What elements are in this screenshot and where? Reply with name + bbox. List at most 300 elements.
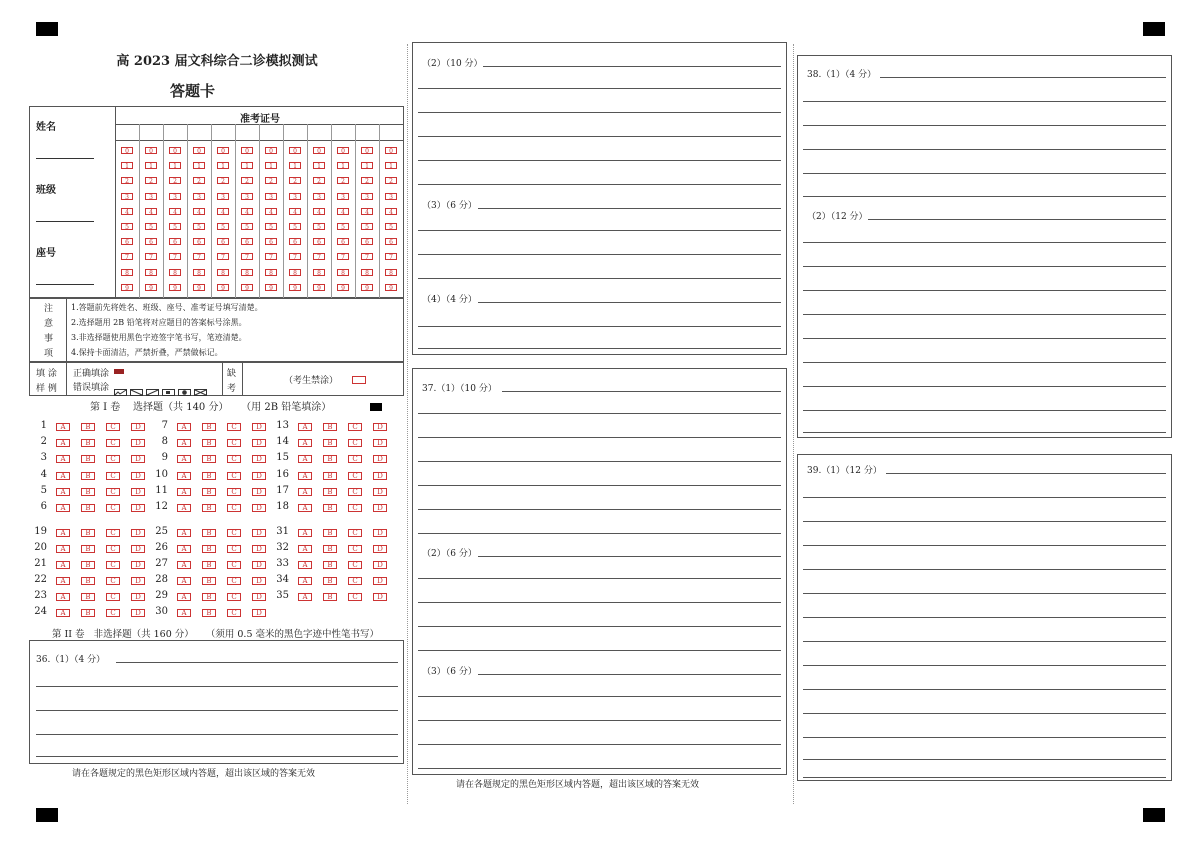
exam-id-digit-bubble[interactable]: 0 (121, 147, 133, 154)
answer-option-d[interactable]: D (373, 545, 387, 553)
answer-option-a[interactable]: A (298, 577, 312, 585)
exam-id-digit-bubble[interactable]: 3 (313, 193, 325, 200)
exam-id-digit-bubble[interactable]: 1 (241, 162, 253, 169)
exam-id-digit-bubble[interactable]: 1 (145, 162, 157, 169)
exam-id-digit-bubble[interactable]: 3 (193, 193, 205, 200)
exam-id-digit-bubble[interactable]: 0 (241, 147, 253, 154)
exam-id-digit-bubble[interactable]: 5 (169, 223, 181, 230)
answer-option-b[interactable]: B (81, 423, 95, 431)
answer-option-d[interactable]: D (373, 423, 387, 431)
exam-id-digit-bubble[interactable]: 6 (265, 238, 277, 245)
answer-option-c[interactable]: C (227, 561, 241, 569)
seat-field[interactable] (36, 284, 94, 285)
answer-option-b[interactable]: B (323, 577, 337, 585)
exam-id-digit-bubble[interactable]: 6 (217, 238, 229, 245)
answer-line[interactable] (803, 777, 1166, 778)
answer-option-d[interactable]: D (373, 472, 387, 480)
exam-id-digit-bubble[interactable]: 7 (289, 253, 301, 260)
exam-id-digit-bubble[interactable]: 6 (313, 238, 325, 245)
exam-id-digit-bubble[interactable]: 7 (145, 253, 157, 260)
answer-option-a[interactable]: A (298, 561, 312, 569)
answer-option-a[interactable]: A (56, 577, 70, 585)
exam-id-digit-bubble[interactable]: 8 (121, 269, 133, 276)
exam-id-digit-bubble[interactable]: 4 (145, 208, 157, 215)
exam-id-digit-bubble[interactable]: 9 (145, 284, 157, 291)
answer-option-b[interactable]: B (202, 529, 216, 537)
answer-option-c[interactable]: C (348, 561, 362, 569)
q36-part4-first-line[interactable] (478, 302, 781, 303)
answer-option-a[interactable]: A (298, 439, 312, 447)
exam-id-digit-bubble[interactable]: 5 (241, 223, 253, 230)
answer-option-a[interactable]: A (177, 504, 191, 512)
exam-id-digit-bubble[interactable]: 4 (337, 208, 349, 215)
exam-id-digit-bubble[interactable]: 1 (169, 162, 181, 169)
answer-option-b[interactable]: B (81, 488, 95, 496)
answer-option-a[interactable]: A (298, 423, 312, 431)
exam-id-digit-bubble[interactable]: 8 (289, 269, 301, 276)
exam-id-digit-bubble[interactable]: 8 (313, 269, 325, 276)
answer-option-b[interactable]: B (81, 609, 95, 617)
answer-option-d[interactable]: D (252, 529, 266, 537)
answer-line[interactable] (418, 744, 781, 745)
answer-option-a[interactable]: A (56, 529, 70, 537)
answer-option-b[interactable]: B (323, 439, 337, 447)
exam-id-digit-bubble[interactable]: 9 (289, 284, 301, 291)
exam-id-digit-bubble[interactable]: 5 (361, 223, 373, 230)
exam-id-digit-bubble[interactable]: 4 (385, 208, 397, 215)
answer-option-c[interactable]: C (106, 488, 120, 496)
answer-option-a[interactable]: A (298, 545, 312, 553)
answer-line[interactable] (803, 149, 1166, 150)
answer-option-c[interactable]: C (106, 423, 120, 431)
answer-option-c[interactable]: C (106, 529, 120, 537)
q38-part2-first-line[interactable] (868, 219, 1166, 220)
answer-option-b[interactable]: B (323, 593, 337, 601)
answer-option-a[interactable]: A (298, 593, 312, 601)
answer-option-d[interactable]: D (131, 593, 145, 601)
answer-line[interactable] (803, 759, 1166, 760)
exam-id-digit-bubble[interactable]: 1 (193, 162, 205, 169)
answer-option-c[interactable]: C (348, 472, 362, 480)
answer-line[interactable] (803, 196, 1166, 197)
answer-option-c[interactable]: C (106, 561, 120, 569)
exam-id-digit-bubble[interactable]: 3 (121, 193, 133, 200)
answer-line[interactable] (803, 290, 1166, 291)
exam-id-digit-bubble[interactable]: 6 (169, 238, 181, 245)
answer-option-d[interactable]: D (373, 561, 387, 569)
exam-id-digit-bubble[interactable]: 7 (121, 253, 133, 260)
answer-option-d[interactable]: D (373, 593, 387, 601)
exam-id-digit-bubble[interactable]: 7 (337, 253, 349, 260)
answer-line[interactable] (803, 569, 1166, 570)
answer-line[interactable] (418, 650, 781, 651)
exam-id-digit-bubble[interactable]: 7 (265, 253, 277, 260)
answer-option-b[interactable]: B (202, 545, 216, 553)
answer-line[interactable] (418, 230, 781, 231)
answer-option-b[interactable]: B (202, 423, 216, 431)
exam-id-digit-bubble[interactable]: 3 (385, 193, 397, 200)
answer-option-b[interactable]: B (202, 439, 216, 447)
name-field[interactable] (36, 158, 94, 159)
exam-id-digit-bubble[interactable]: 9 (265, 284, 277, 291)
exam-id-digit-bubble[interactable]: 8 (265, 269, 277, 276)
answer-option-c[interactable]: C (227, 439, 241, 447)
answer-line[interactable] (418, 348, 781, 349)
answer-option-b[interactable]: B (81, 504, 95, 512)
answer-option-c[interactable]: C (227, 545, 241, 553)
answer-option-a[interactable]: A (177, 455, 191, 463)
exam-id-digit-bubble[interactable]: 0 (217, 147, 229, 154)
exam-id-digit-bubble[interactable]: 3 (169, 193, 181, 200)
exam-id-digit-bubble[interactable]: 6 (145, 238, 157, 245)
answer-option-d[interactable]: D (252, 455, 266, 463)
answer-option-a[interactable]: A (56, 593, 70, 601)
answer-option-a[interactable]: A (177, 577, 191, 585)
answer-line[interactable] (803, 593, 1166, 594)
exam-id-digit-bubble[interactable]: 0 (313, 147, 325, 154)
answer-option-c[interactable]: C (106, 577, 120, 585)
answer-option-a[interactable]: A (298, 504, 312, 512)
answer-line[interactable] (803, 545, 1166, 546)
answer-line[interactable] (418, 509, 781, 510)
exam-id-digit-bubble[interactable]: 9 (217, 284, 229, 291)
answer-option-a[interactable]: A (56, 472, 70, 480)
answer-option-a[interactable]: A (56, 488, 70, 496)
exam-id-digit-bubble[interactable]: 0 (361, 147, 373, 154)
exam-id-digit-bubble[interactable]: 2 (217, 177, 229, 184)
answer-line[interactable] (803, 314, 1166, 315)
answer-option-c[interactable]: C (348, 577, 362, 585)
answer-option-b[interactable]: B (81, 529, 95, 537)
answer-line[interactable] (803, 101, 1166, 102)
exam-id-digit-bubble[interactable]: 7 (313, 253, 325, 260)
exam-id-digit-bubble[interactable]: 1 (265, 162, 277, 169)
exam-id-digit-bubble[interactable]: 5 (217, 223, 229, 230)
exam-id-digit-bubble[interactable]: 7 (361, 253, 373, 260)
answer-line[interactable] (418, 88, 781, 89)
answer-line[interactable] (803, 641, 1166, 642)
answer-line[interactable] (803, 173, 1166, 174)
answer-option-b[interactable]: B (323, 423, 337, 431)
exam-id-digit-bubble[interactable]: 3 (217, 193, 229, 200)
q37-part1-first-line[interactable] (502, 391, 781, 392)
exam-id-digit-bubble[interactable]: 2 (385, 177, 397, 184)
answer-option-c[interactable]: C (227, 472, 241, 480)
answer-option-a[interactable]: A (298, 455, 312, 463)
answer-option-b[interactable]: B (81, 472, 95, 480)
exam-id-digit-bubble[interactable]: 9 (385, 284, 397, 291)
answer-option-a[interactable]: A (298, 488, 312, 496)
answer-option-b[interactable]: B (202, 593, 216, 601)
exam-id-digit-bubble[interactable]: 1 (289, 162, 301, 169)
answer-line[interactable] (418, 112, 781, 113)
answer-option-c[interactable]: C (348, 488, 362, 496)
exam-id-digit-bubble[interactable]: 0 (193, 147, 205, 154)
exam-id-digit-bubble[interactable]: 7 (193, 253, 205, 260)
answer-line[interactable] (803, 242, 1166, 243)
answer-line[interactable] (803, 266, 1166, 267)
answer-option-b[interactable]: B (81, 455, 95, 463)
answer-option-c[interactable]: C (106, 439, 120, 447)
exam-id-digit-bubble[interactable]: 8 (385, 269, 397, 276)
exam-id-digit-bubble[interactable]: 2 (193, 177, 205, 184)
answer-option-b[interactable]: B (202, 577, 216, 585)
answer-option-c[interactable]: C (106, 455, 120, 463)
answer-line[interactable] (803, 665, 1166, 666)
answer-option-a[interactable]: A (177, 488, 191, 496)
answer-option-c[interactable]: C (227, 529, 241, 537)
answer-line[interactable] (803, 617, 1166, 618)
exam-id-digit-bubble[interactable]: 4 (217, 208, 229, 215)
answer-option-d[interactable]: D (131, 439, 145, 447)
answer-option-d[interactable]: D (131, 529, 145, 537)
answer-option-c[interactable]: C (227, 423, 241, 431)
answer-option-d[interactable]: D (373, 439, 387, 447)
answer-option-b[interactable]: B (81, 593, 95, 601)
answer-option-d[interactable]: D (131, 504, 145, 512)
exam-id-digit-bubble[interactable]: 2 (145, 177, 157, 184)
answer-option-b[interactable]: B (202, 561, 216, 569)
exam-id-digit-bubble[interactable]: 2 (121, 177, 133, 184)
answer-option-b[interactable]: B (323, 504, 337, 512)
answer-option-a[interactable]: A (177, 545, 191, 553)
answer-option-c[interactable]: C (227, 455, 241, 463)
exam-id-digit-bubble[interactable]: 6 (337, 238, 349, 245)
exam-id-digit-bubble[interactable]: 0 (289, 147, 301, 154)
answer-option-b[interactable]: B (323, 455, 337, 463)
exam-id-digit-bubble[interactable]: 7 (385, 253, 397, 260)
answer-option-b[interactable]: B (202, 609, 216, 617)
answer-option-c[interactable]: C (106, 472, 120, 480)
q36-part1-first-line[interactable] (116, 662, 398, 663)
absent-bubble[interactable] (352, 376, 366, 384)
q36-part2-first-line[interactable] (483, 66, 781, 67)
exam-id-digit-bubble[interactable]: 5 (289, 223, 301, 230)
q37-part2-first-line[interactable] (478, 556, 781, 557)
exam-id-digit-bubble[interactable]: 8 (217, 269, 229, 276)
answer-option-c[interactable]: C (348, 423, 362, 431)
answer-line[interactable] (803, 125, 1166, 126)
answer-option-d[interactable]: D (131, 488, 145, 496)
answer-option-a[interactable]: A (56, 423, 70, 431)
answer-line[interactable] (418, 160, 781, 161)
q36-part3-first-line[interactable] (478, 208, 781, 209)
answer-option-a[interactable]: A (177, 472, 191, 480)
exam-id-digit-bubble[interactable]: 1 (217, 162, 229, 169)
exam-id-digit-bubble[interactable]: 0 (145, 147, 157, 154)
exam-id-digit-bubble[interactable]: 4 (289, 208, 301, 215)
answer-option-a[interactable]: A (177, 423, 191, 431)
answer-line[interactable] (36, 756, 398, 757)
exam-id-digit-bubble[interactable]: 9 (337, 284, 349, 291)
exam-id-digit-bubble[interactable]: 4 (193, 208, 205, 215)
exam-id-digit-bubble[interactable]: 6 (289, 238, 301, 245)
answer-option-d[interactable]: D (252, 472, 266, 480)
answer-option-d[interactable]: D (252, 577, 266, 585)
answer-line[interactable] (418, 461, 781, 462)
answer-line[interactable] (418, 602, 781, 603)
answer-line[interactable] (418, 184, 781, 185)
answer-option-d[interactable]: D (252, 545, 266, 553)
answer-line[interactable] (418, 720, 781, 721)
exam-id-digit-bubble[interactable]: 9 (169, 284, 181, 291)
answer-option-d[interactable]: D (252, 561, 266, 569)
exam-id-digit-bubble[interactable]: 2 (361, 177, 373, 184)
answer-option-d[interactable]: D (252, 609, 266, 617)
answer-option-b[interactable]: B (323, 472, 337, 480)
exam-id-digit-bubble[interactable]: 3 (241, 193, 253, 200)
exam-id-digit-bubble[interactable]: 8 (193, 269, 205, 276)
answer-line[interactable] (418, 278, 781, 279)
answer-option-d[interactable]: D (252, 423, 266, 431)
exam-id-digit-bubble[interactable]: 7 (241, 253, 253, 260)
exam-id-digit-bubble[interactable]: 4 (361, 208, 373, 215)
exam-id-digit-bubble[interactable]: 9 (361, 284, 373, 291)
q39-part1-first-line[interactable] (886, 473, 1166, 474)
exam-id-digit-bubble[interactable]: 5 (121, 223, 133, 230)
answer-line[interactable] (418, 696, 781, 697)
answer-option-b[interactable]: B (323, 561, 337, 569)
answer-option-d[interactable]: D (252, 593, 266, 601)
answer-option-c[interactable]: C (348, 593, 362, 601)
answer-option-a[interactable]: A (56, 561, 70, 569)
exam-id-digit-bubble[interactable]: 8 (337, 269, 349, 276)
exam-id-digit-bubble[interactable]: 1 (121, 162, 133, 169)
answer-line[interactable] (418, 413, 781, 414)
answer-option-a[interactable]: A (56, 545, 70, 553)
answer-option-c[interactable]: C (227, 504, 241, 512)
exam-id-digit-bubble[interactable]: 1 (385, 162, 397, 169)
answer-option-a[interactable]: A (56, 609, 70, 617)
answer-line[interactable] (803, 338, 1166, 339)
exam-id-digit-bubble[interactable]: 9 (193, 284, 205, 291)
answer-line[interactable] (803, 497, 1166, 498)
exam-id-digit-bubble[interactable]: 3 (145, 193, 157, 200)
answer-option-b[interactable]: B (202, 455, 216, 463)
exam-id-digit-bubble[interactable]: 5 (265, 223, 277, 230)
answer-line[interactable] (803, 432, 1166, 433)
answer-option-a[interactable]: A (177, 561, 191, 569)
answer-option-d[interactable]: D (252, 504, 266, 512)
answer-option-d[interactable]: D (131, 472, 145, 480)
answer-line[interactable] (418, 533, 781, 534)
answer-option-b[interactable]: B (202, 472, 216, 480)
answer-option-c[interactable]: C (348, 545, 362, 553)
answer-option-c[interactable]: C (227, 593, 241, 601)
exam-id-digit-bubble[interactable]: 2 (265, 177, 277, 184)
exam-id-digit-bubble[interactable]: 6 (193, 238, 205, 245)
answer-option-d[interactable]: D (373, 488, 387, 496)
answer-option-d[interactable]: D (131, 609, 145, 617)
answer-option-a[interactable]: A (177, 609, 191, 617)
answer-option-b[interactable]: B (81, 577, 95, 585)
answer-option-c[interactable]: C (227, 488, 241, 496)
answer-option-d[interactable]: D (373, 455, 387, 463)
exam-id-digit-bubble[interactable]: 0 (385, 147, 397, 154)
exam-id-digit-bubble[interactable]: 7 (169, 253, 181, 260)
answer-option-d[interactable]: D (252, 488, 266, 496)
exam-id-digit-bubble[interactable]: 5 (145, 223, 157, 230)
answer-option-a[interactable]: A (56, 439, 70, 447)
answer-option-a[interactable]: A (298, 472, 312, 480)
answer-option-c[interactable]: C (106, 504, 120, 512)
answer-line[interactable] (36, 710, 398, 711)
answer-option-b[interactable]: B (202, 488, 216, 496)
answer-option-d[interactable]: D (373, 504, 387, 512)
exam-id-digit-bubble[interactable]: 6 (385, 238, 397, 245)
answer-option-b[interactable]: B (81, 561, 95, 569)
answer-line[interactable] (803, 362, 1166, 363)
answer-option-d[interactable]: D (131, 577, 145, 585)
exam-id-digit-bubble[interactable]: 4 (313, 208, 325, 215)
answer-line[interactable] (418, 437, 781, 438)
answer-line[interactable] (803, 386, 1166, 387)
answer-option-c[interactable]: C (227, 577, 241, 585)
answer-line[interactable] (803, 410, 1166, 411)
answer-option-c[interactable]: C (348, 455, 362, 463)
answer-option-c[interactable]: C (348, 504, 362, 512)
answer-line[interactable] (803, 713, 1166, 714)
answer-option-a[interactable]: A (177, 593, 191, 601)
answer-option-a[interactable]: A (298, 529, 312, 537)
exam-id-digit-bubble[interactable]: 2 (169, 177, 181, 184)
answer-option-b[interactable]: B (323, 545, 337, 553)
answer-option-a[interactable]: A (177, 439, 191, 447)
answer-line[interactable] (418, 578, 781, 579)
exam-id-digit-bubble[interactable]: 2 (289, 177, 301, 184)
exam-id-digit-bubble[interactable]: 4 (265, 208, 277, 215)
answer-line[interactable] (418, 254, 781, 255)
exam-id-digit-bubble[interactable]: 0 (265, 147, 277, 154)
answer-option-c[interactable]: C (106, 609, 120, 617)
exam-id-digit-bubble[interactable]: 3 (361, 193, 373, 200)
exam-id-digit-bubble[interactable]: 8 (145, 269, 157, 276)
answer-line[interactable] (418, 136, 781, 137)
exam-id-digit-bubble[interactable]: 2 (337, 177, 349, 184)
answer-option-c[interactable]: C (348, 439, 362, 447)
class-field[interactable] (36, 221, 94, 222)
answer-option-d[interactable]: D (373, 577, 387, 585)
exam-id-digit-bubble[interactable]: 3 (289, 193, 301, 200)
answer-option-c[interactable]: C (227, 609, 241, 617)
exam-id-digit-bubble[interactable]: 5 (337, 223, 349, 230)
q37-part3-first-line[interactable] (478, 674, 781, 675)
exam-id-digit-bubble[interactable]: 8 (169, 269, 181, 276)
exam-id-digit-bubble[interactable]: 8 (361, 269, 373, 276)
exam-id-digit-bubble[interactable]: 2 (241, 177, 253, 184)
answer-option-b[interactable]: B (323, 529, 337, 537)
answer-option-d[interactable]: D (131, 545, 145, 553)
answer-option-c[interactable]: C (106, 545, 120, 553)
exam-id-digit-bubble[interactable]: 6 (241, 238, 253, 245)
answer-option-c[interactable]: C (348, 529, 362, 537)
exam-id-digit-bubble[interactable]: 9 (241, 284, 253, 291)
exam-id-digit-bubble[interactable]: 2 (313, 177, 325, 184)
answer-line[interactable] (803, 689, 1166, 690)
answer-option-b[interactable]: B (202, 504, 216, 512)
answer-option-d[interactable]: D (131, 455, 145, 463)
exam-id-digit-bubble[interactable]: 4 (169, 208, 181, 215)
answer-option-a[interactable]: A (56, 504, 70, 512)
answer-option-b[interactable]: B (81, 545, 95, 553)
exam-id-digit-bubble[interactable]: 3 (265, 193, 277, 200)
exam-id-digit-bubble[interactable]: 6 (361, 238, 373, 245)
answer-option-d[interactable]: D (131, 423, 145, 431)
answer-line[interactable] (418, 326, 781, 327)
answer-option-d[interactable]: D (252, 439, 266, 447)
answer-line[interactable] (803, 737, 1166, 738)
exam-id-digit-bubble[interactable]: 5 (313, 223, 325, 230)
